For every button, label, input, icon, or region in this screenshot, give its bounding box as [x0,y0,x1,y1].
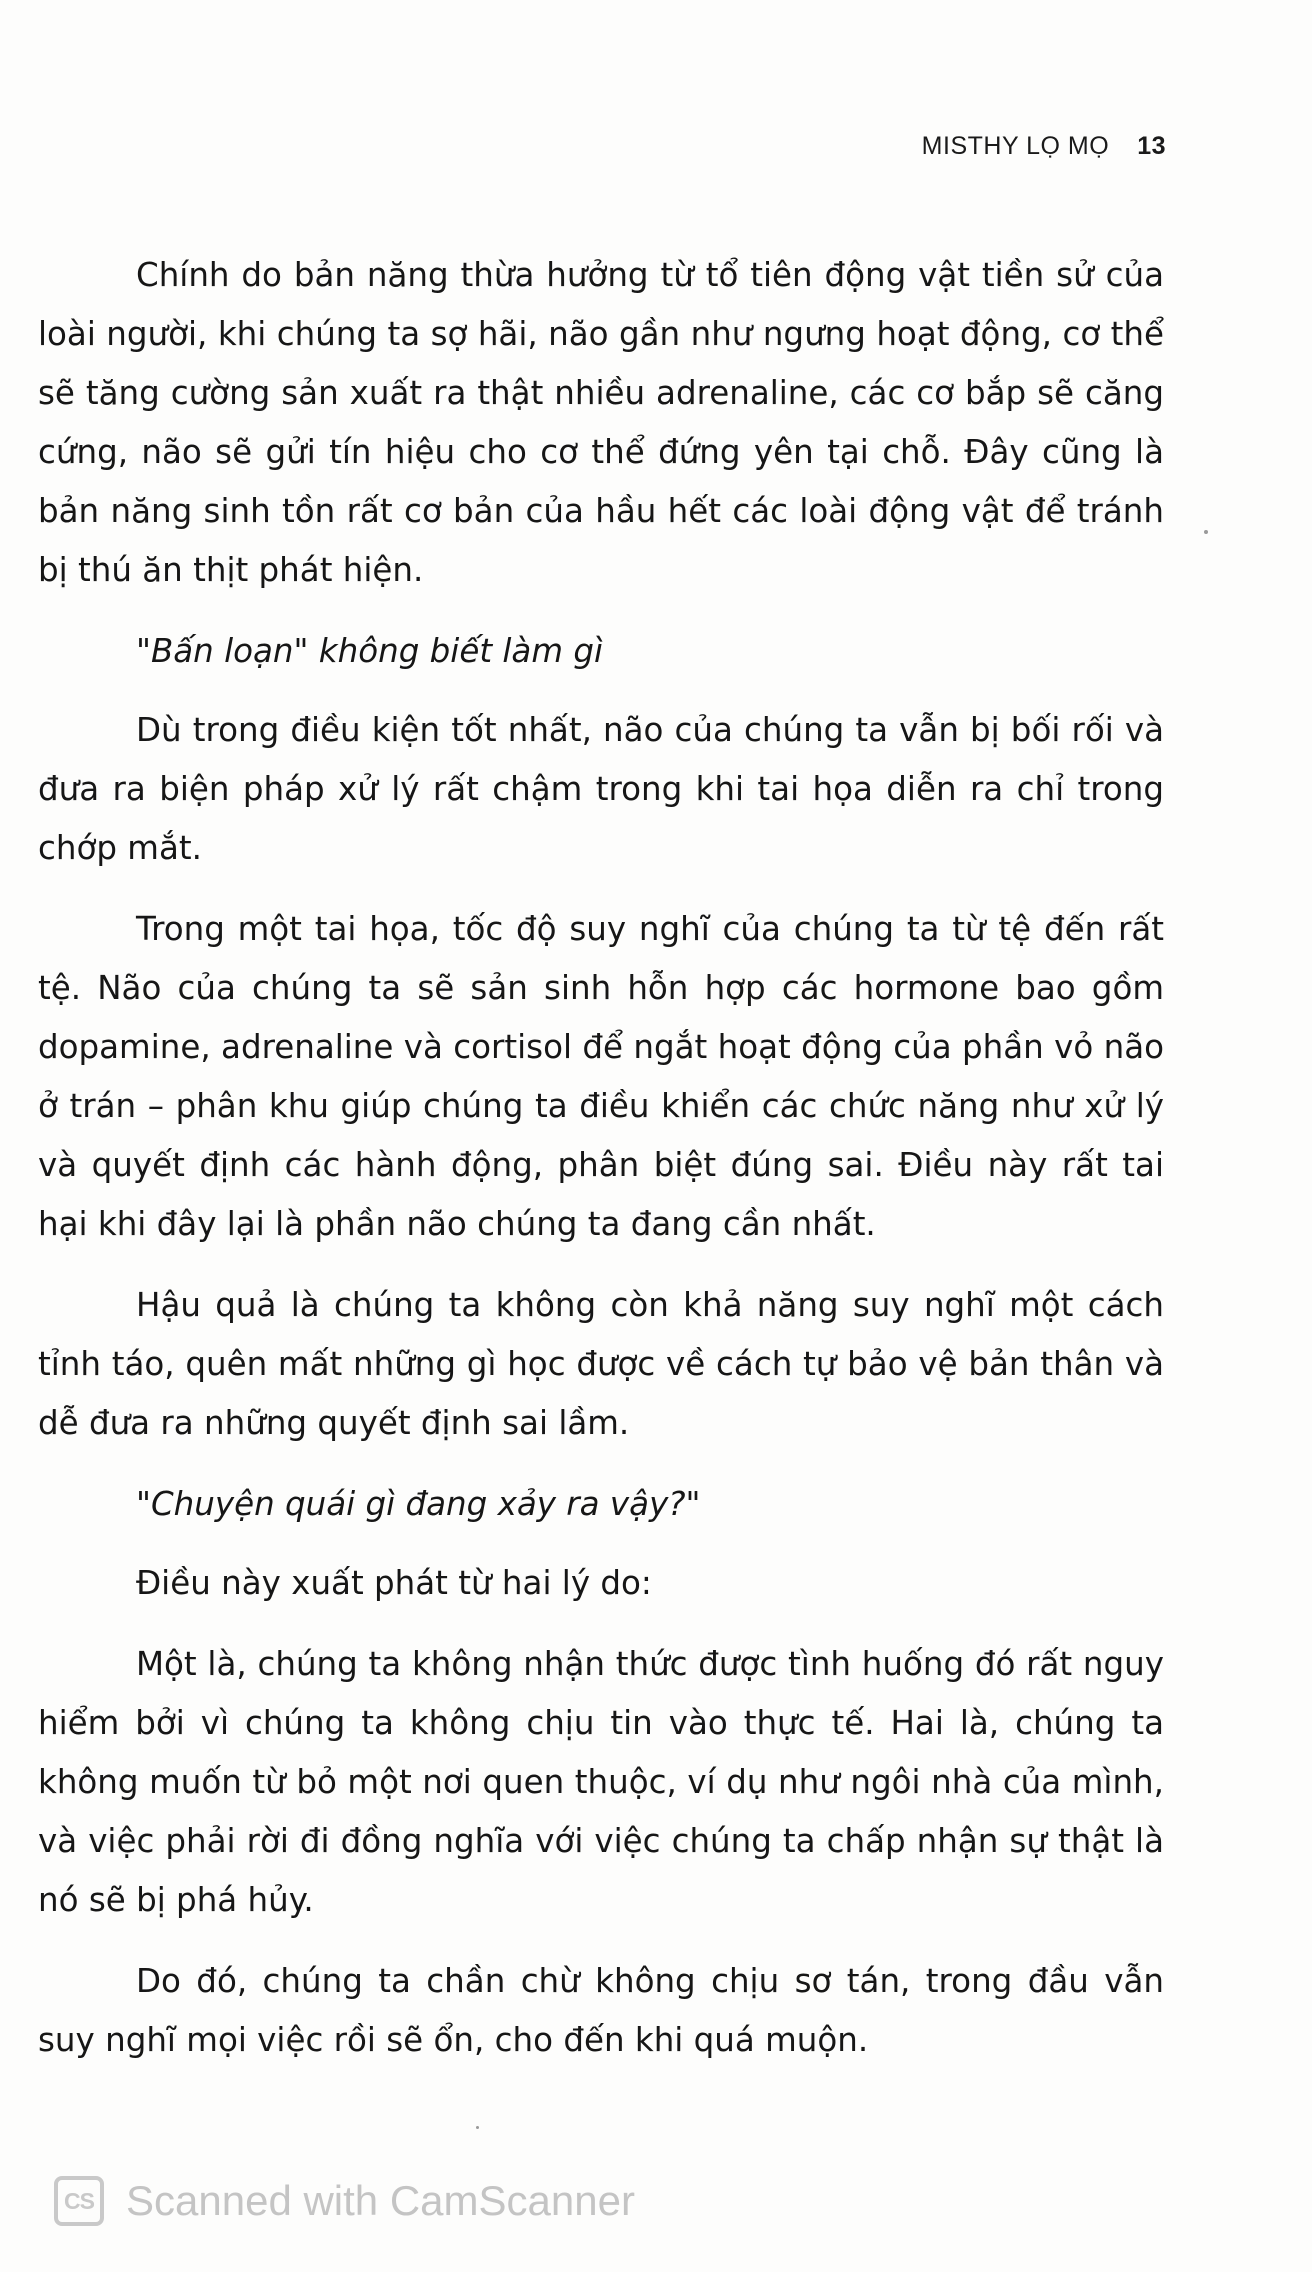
scan-speck [1204,530,1208,534]
running-header [922,132,1166,161]
camscanner-logo-icon: CS [54,2176,104,2226]
body-text [38,246,1164,2070]
watermark-text: Scanned with CamScanner [126,2177,635,2224]
scan-speck [476,2126,479,2129]
paragraph-consequence: Hậu quả là chúng ta không còn khả năng suy nghĩ một cách tỉnh táo, quên mất những gì học được về cách tự bảo vệ bản thân và dễ đưa ra những quyết định sai lầm. [38,1286,1164,1442]
paragraph-hormones: Trong một tai họa, tốc độ suy nghĩ của chúng ta từ tệ đến rất tệ. Não của chúng ta sẽ sản sinh hỗn hợp các hormone bao gồm dopamine, adrenaline và cortisol để ngắt hoạt động của phần vỏ não ở trán – phân khu giúp chúng ta điều khiển các chức năng như xử lý và quyết định các hành động, phân biệt đúng sai. Điều này rất tai hại khi đây lại là phần não chúng ta đang cần nhất. [38,910,1164,1243]
paragraph-two-reasons: Điều này xuất phát từ hai lý do: [136,1564,652,1602]
book-title: MISTHY LỌ MỌ [921,132,1110,160]
paragraph-conclusion: Do đó, chúng ta chần chừ không chịu sơ tán, trong đầu vẫn suy nghĩ mọi việc rồi sẽ ổn, cho đến khi quá muộn. [38,1962,1164,2059]
subheading-panic: "Bấn loạn" không biết làm gì [136,632,603,670]
subheading-what-is-happening: "Chuyện quái gì đang xảy ra vậy?" [136,1485,701,1523]
camscanner-watermark [54,2176,635,2226]
paragraph-slow-reaction: Dù trong điều kiện tốt nhất, não của chúng ta vẫn bị bối rối và đưa ra biện pháp xử lý rất chậm trong khi tai họa diễn ra chỉ trong chớp mắt. [38,711,1164,867]
paragraph-reasons-detail: Một là, chúng ta không nhận thức được tình huống đó rất nguy hiểm bởi vì chúng ta không chịu tin vào thực tế. Hai là, chúng ta không muốn từ bỏ một nơi quen thuộc, ví dụ như ngôi nhà của mình, và việc phải rời đi đồng nghĩa với việc chúng ta chấp nhận sự thật là nó sẽ bị phá hủy. [38,1645,1164,1919]
paragraph-instinct: Chính do bản năng thừa hưởng từ tổ tiên động vật tiền sử của loài người, khi chúng ta sợ hãi, não gần như ngưng hoạt động, cơ thể sẽ tăng cường sản xuất ra thật nhiều adrenaline, các cơ bắp sẽ căng cứng, não sẽ gửi tín hiệu cho cơ thể đứng yên tại chỗ. Đây cũng là bản năng sinh tồn rất cơ bản của hầu hết các loài động vật để tránh bị thú ăn thịt phát hiện. [38,256,1164,589]
page-number: 13 [1137,132,1166,160]
